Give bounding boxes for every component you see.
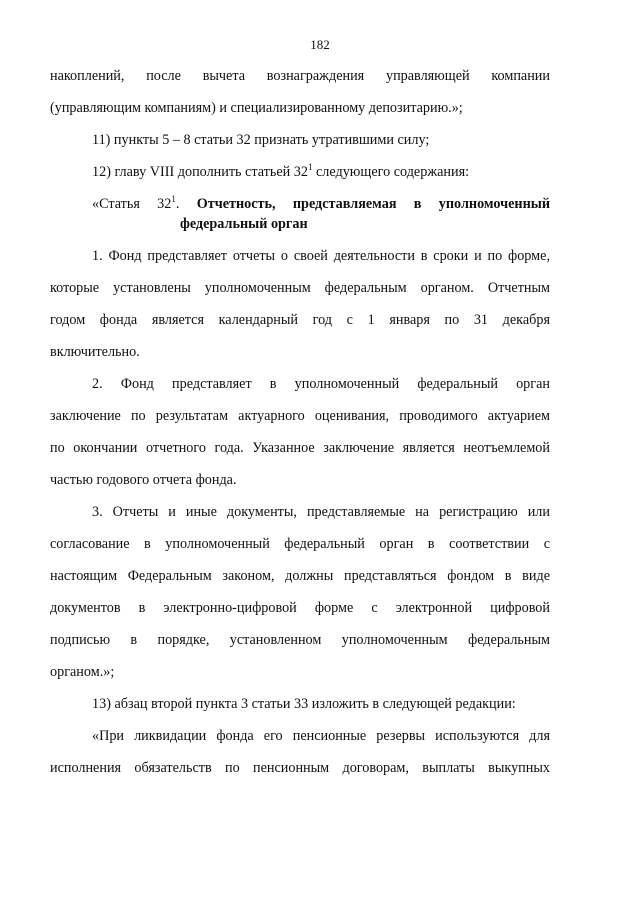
body-line: «При ликвидации фонда его пенсионные резервы используются для xyxy=(92,728,550,744)
article-label-dot: . xyxy=(175,196,180,212)
text-run: следующего содержания: xyxy=(312,164,470,180)
body-line: 11) пункты 5 – 8 статьи 32 признать утратившими силу; xyxy=(92,132,430,148)
article-title-continuation: федеральный орган xyxy=(180,216,308,232)
body-line: настоящим Федеральным законом, должны представляться фондом в виде xyxy=(50,568,550,584)
body-line: (управляющим компаниям) и специализированному депозитарию.»; xyxy=(50,100,463,116)
article-title: Отчетность, представляемая в уполномоченный xyxy=(196,196,550,212)
body-line: подписью в порядке, установленном уполномоченным федеральным xyxy=(50,632,550,648)
body-line: 3. Отчеты и иные документы, представляемые на регистрацию или xyxy=(92,504,550,520)
body-line: 1. Фонд представляет отчеты о своей деятельности в сроки и по форме, xyxy=(92,248,550,264)
article-heading xyxy=(50,194,550,234)
body-line: органом.»; xyxy=(50,664,115,680)
article-label xyxy=(92,196,179,212)
body-line: которые установлены уполномоченным федеральным органом. Отчетным xyxy=(50,280,550,296)
article-label-text: «Статья 32 xyxy=(92,196,172,212)
body-line: заключение по результатам актуарного оценивания, проводимого актуарием xyxy=(50,408,550,424)
body-line: документов в электронно-цифровой форме с электронной цифровой xyxy=(50,600,550,616)
body-line: 2. Фонд представляет в уполномоченный федеральный орган xyxy=(92,376,550,392)
body-line: по окончании отчетного года. Указанное заключение является неотъемлемой xyxy=(50,440,550,456)
superscript: 1 xyxy=(171,194,176,204)
body-line: исполнения обязательств по пенсионным договорам, выплаты выкупных xyxy=(50,760,550,776)
text-run: 12) главу VIII дополнить статьей 32 xyxy=(92,164,308,180)
article-heading-line xyxy=(92,194,550,214)
body-line: включительно. xyxy=(50,344,140,360)
body-line xyxy=(50,156,550,188)
superscript: 1 xyxy=(307,162,313,172)
body-line: накоплений, после вычета вознаграждения управляющей компании xyxy=(50,68,550,84)
body-line: согласование в уполномоченный федеральный орган в соответствии с xyxy=(50,536,550,552)
page-number: 182 xyxy=(310,37,330,52)
body-line: частью годового отчета фонда. xyxy=(50,472,237,488)
body-line: 13) абзац второй пункта 3 статьи 33 изложить в следующей редакции: xyxy=(92,696,516,712)
document-body xyxy=(50,60,550,784)
body-line: годом фонда является календарный год с 1 января по 31 декабря xyxy=(50,312,550,328)
